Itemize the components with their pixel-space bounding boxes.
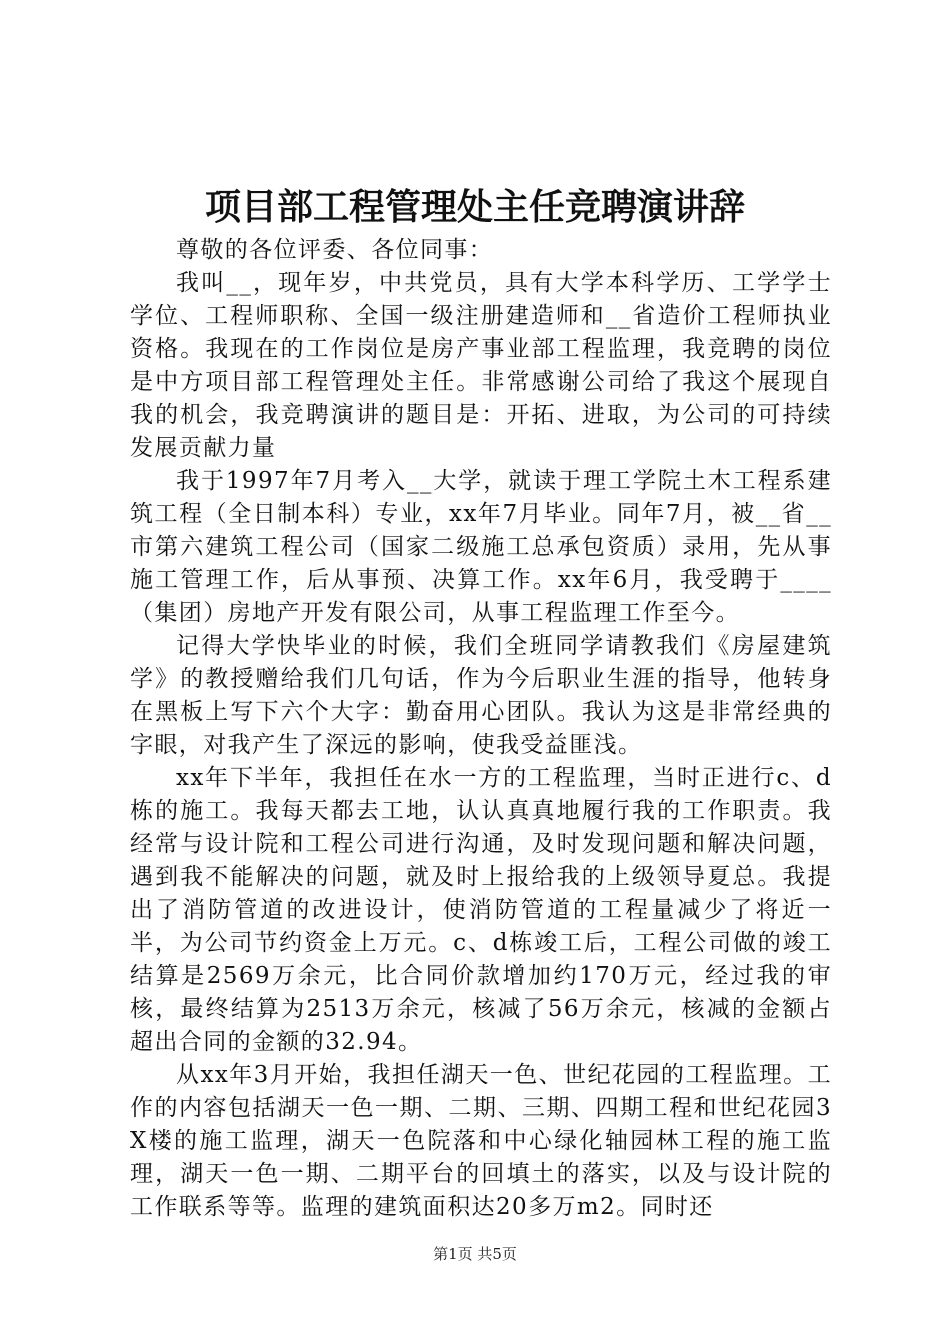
work-experience-paragraph: xx年下半年，我担任在水一方的工程监理，当时正进行c、d栋的施工。我每天都去工地，认认真真地履行我的工作职责。我经常与设计院和工程公司进行沟通，及时发现问题和解决问题，遇到我不能解决的问题，就及时上报给我的上级领导夏总。我提出了消防管道的改进设计，使消防管道的工程量减少了将近一半，为公司节约资金上万元。c、d栋竣工后，工程公司做的竣工结算是2569万余元，比合同价款增加约170万元，经过我的审核，最终结算为2513万余元，核减了56万余元，核减的金额占超出合同的金额的32.94。 — [130, 765, 832, 1055]
page-number-footer: 第1页 共5页 — [433, 1245, 517, 1263]
supervision-paragraph: 从xx年3月开始，我担任湖天一色、世纪花园的工程监理。工作的内容包括湖天一色一期、二期、三期、四期工程和世纪花园3X楼的施工监理，湖天一色院落和中心绿化轴园林工程的施工监理，湖天一色一期、二期平台的回填土的落实，以及与设计院的工作联系等等。监理的建筑面积达20多万m2。同时还 — [130, 1062, 832, 1220]
memory-paragraph: 记得大学快毕业的时候，我们全班同学请教我们《房屋建筑学》的教授赠给我们几句话，作为今后职业生涯的指导，他转身在黑板上写下六个大字：勤奋用心团队。我认为这是非常经典的字眼，对我产生了深远的影响，使我受益匪浅。 — [130, 633, 832, 758]
document-body — [130, 234, 832, 1224]
intro-paragraph: 我叫__，现年岁，中共党员，具有大学本科学历、工学学士学位、工程师职称、全国一级注册建造师和__省造价工程师执业资格。我现在的工作岗位是房产事业部工程监理，我竞聘的岗位是中方项目部工程管理处主任。非常感谢公司给了我这个展现自我的机会，我竞聘演讲的题目是：开拓、进取，为公司的可持续发展贡献力量 — [130, 270, 832, 461]
education-paragraph: 我于1997年7月考入__大学，就读于理工学院土木工程系建筑工程（全日制本科）专业，xx年7月毕业。同年7月，被__省__市第六建筑工程公司（国家二级施工总承包资质）录用，先从事施工管理工作，后从事预、决算工作。xx年6月，我受聘于____（集团）房地产开发有限公司，从事工程监理工作至今。 — [130, 468, 832, 626]
salutation-paragraph: 尊敬的各位评委、各位同事： — [176, 237, 494, 263]
document-title: 项目部工程管理处主任竞聘演讲辞 — [204, 186, 745, 228]
